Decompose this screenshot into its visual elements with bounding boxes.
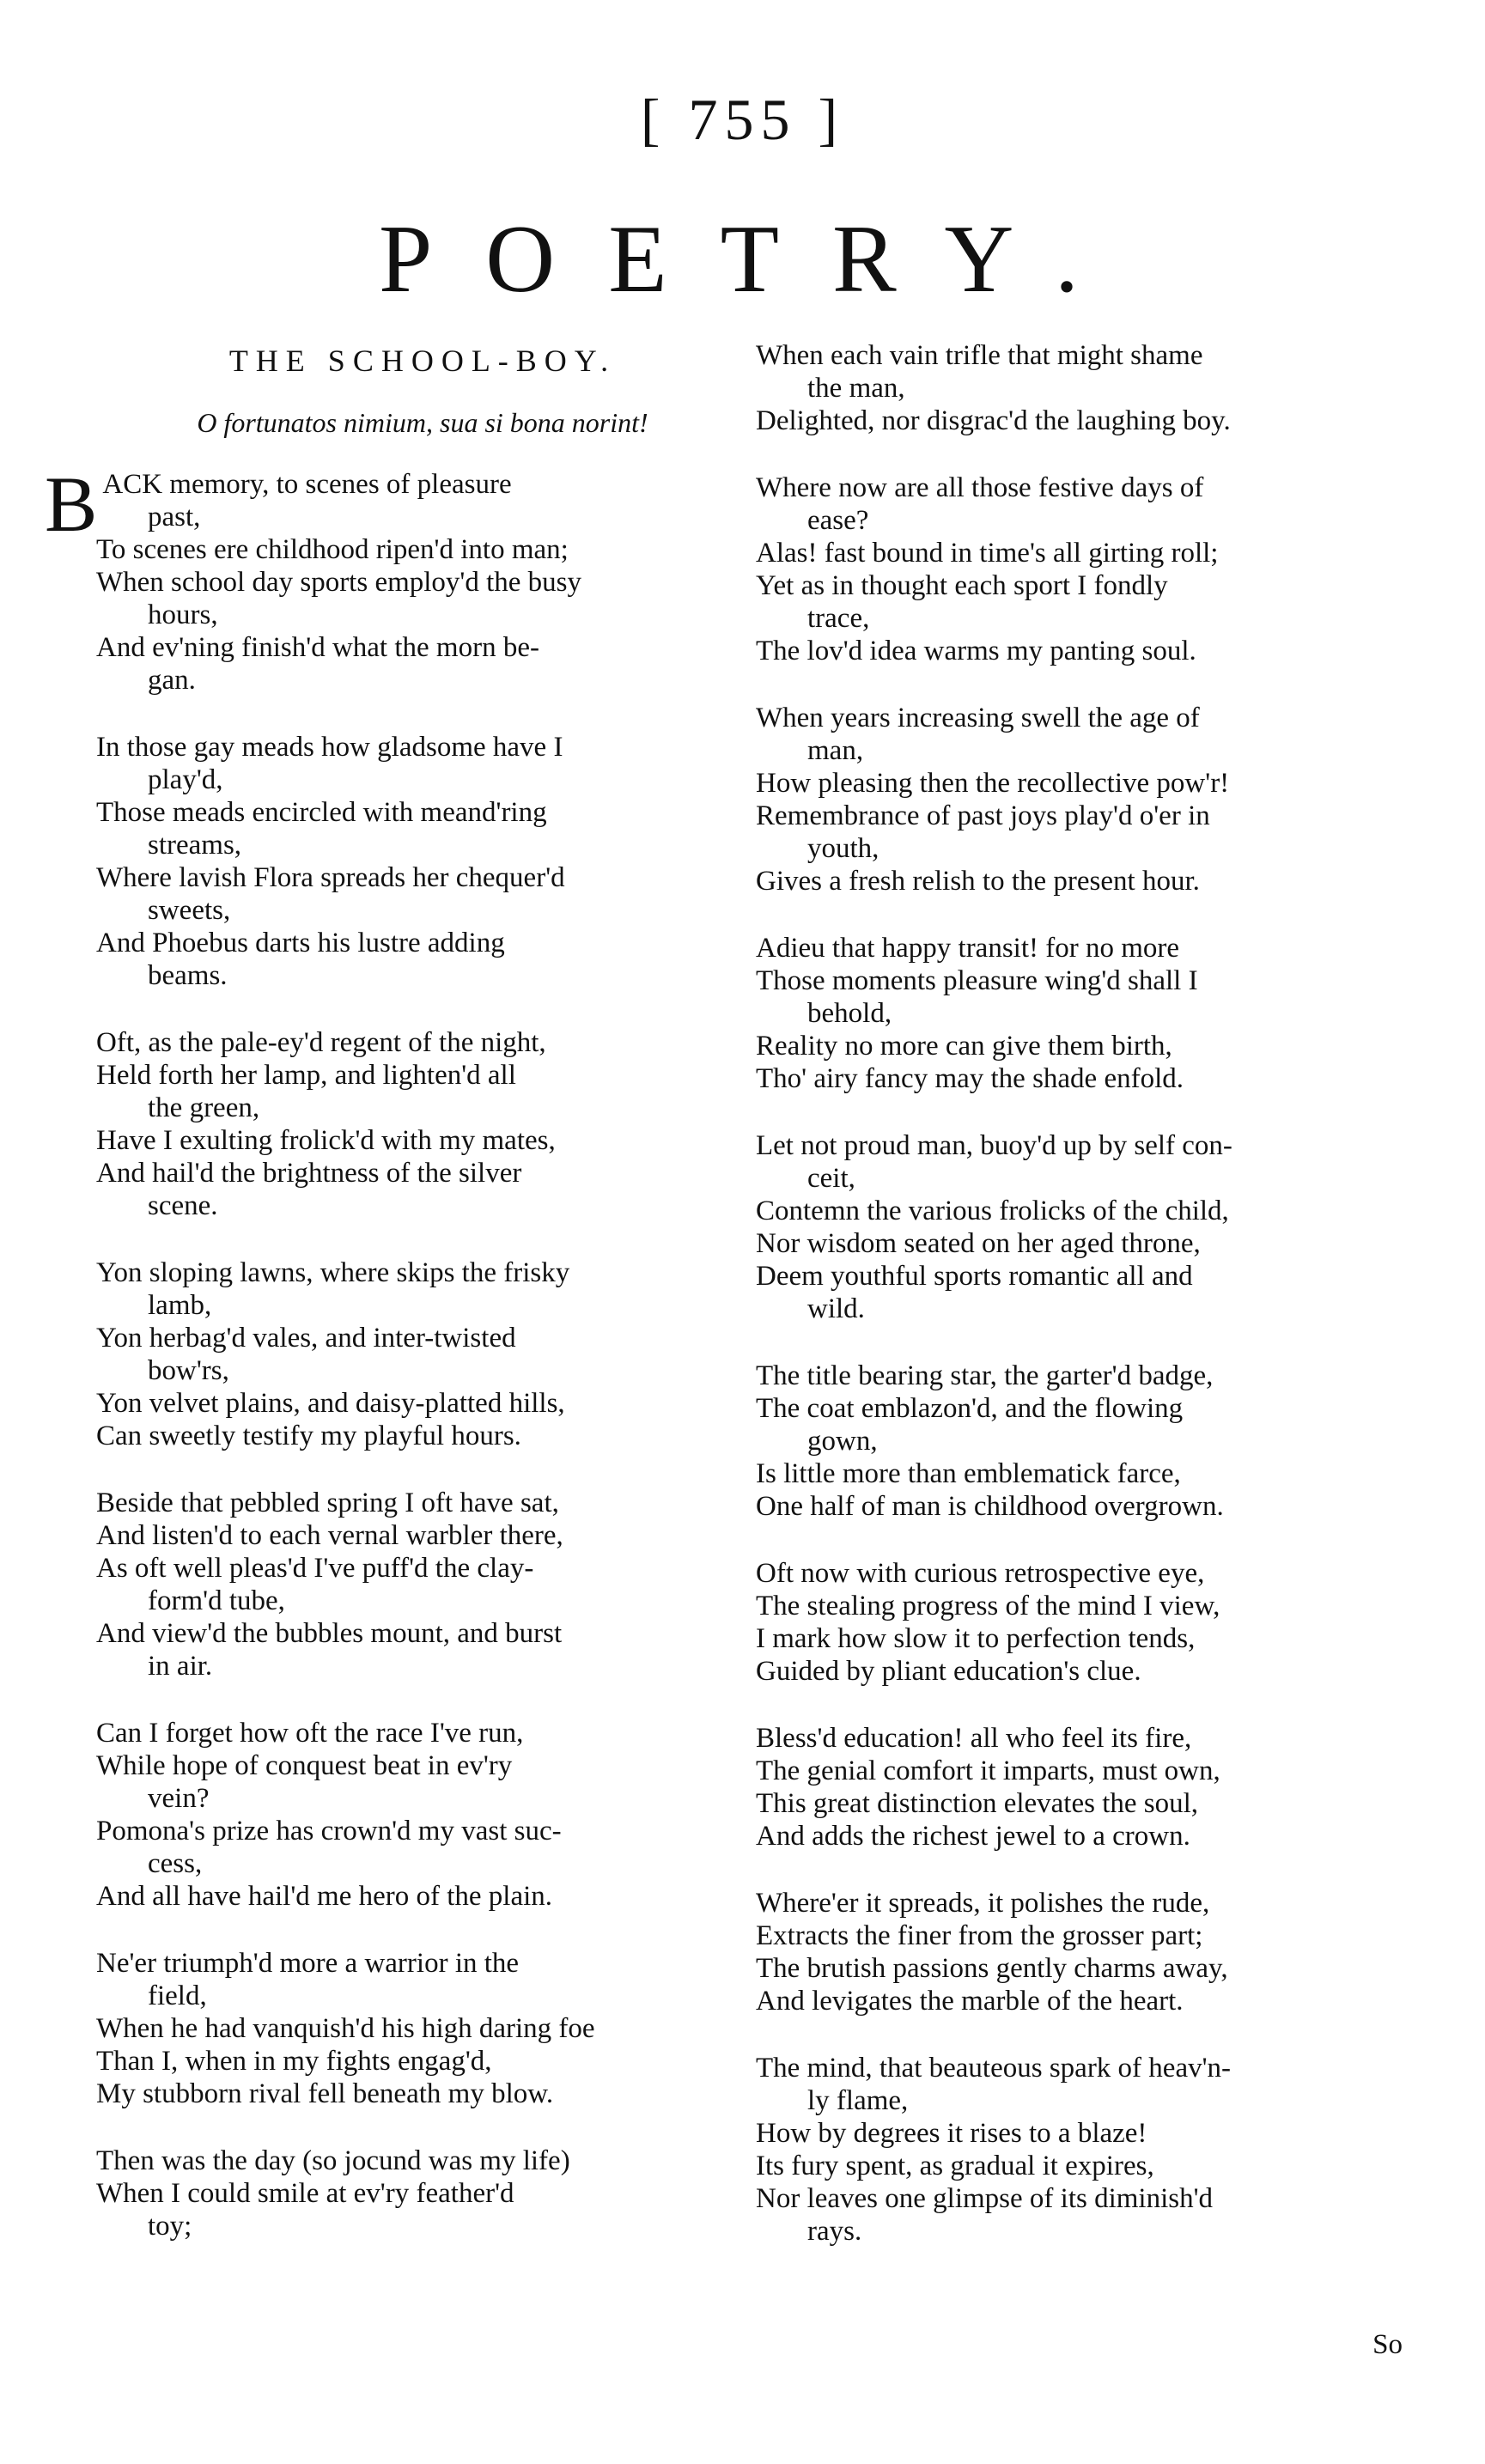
poem-line-text: My stubborn rival fell beneath my blow. [96,2078,554,2109]
stanza [96,1256,749,1452]
poem-line [756,1787,1409,1820]
page-number: [ 755 ] [640,87,845,152]
poem-line-continuation: gown, [807,1426,878,1457]
poem-line [756,1490,1409,1523]
poem-line [756,405,1409,437]
poem-line [96,631,749,697]
poem-line-text: And view'd the bubbles mount, and burst [96,1618,563,1649]
poem-line-continuation: the man, [807,373,905,404]
poem-line-text: And Phoebus darts his lustre adding [96,928,505,958]
poem-line [96,2045,749,2078]
poem-line-text: Reality no more can give them birth, [756,1031,1172,1062]
poem-line [96,1815,749,1880]
poem-line-text: Nor leaves one glimpse of its diminish'd [756,2183,1214,2214]
poem-line [96,533,749,566]
poem-line-text: Oft now with curious retrospective eye, [756,1558,1205,1589]
poem-line-text: And hail'd the brightness of the silver [96,1158,522,1189]
poem-line-text: Tho' airy fancy may the shade enfold. [756,1063,1184,1094]
poem-line [96,861,749,927]
poem-line-continuation: trace, [807,603,870,634]
poem-line-text: And ev'ning finish'd what the morn be- [96,632,539,663]
stanza [756,472,1409,667]
poem-line-continuation: rays. [807,2216,862,2247]
poem-line-text: Yet as in thought each sport I fondly [756,570,1168,601]
poem-line [756,702,1409,767]
stanza [96,1026,749,1222]
poem-line [756,800,1409,865]
poem-line-text: In those gay meads how gladsome have I [96,732,563,763]
stanza [96,1717,749,1913]
poem-line [96,2145,749,2177]
poem-line-continuation: play'd, [148,764,223,795]
poem-line-continuation: bow'rs, [148,1355,229,1386]
poem-line-continuation: cess, [148,1848,203,1879]
poem-line [756,537,1409,569]
poem-line [96,1880,749,1913]
poem-line-continuation: field, [148,1980,207,2011]
poem-line-continuation: wild. [807,1293,865,1324]
poem-line [756,1227,1409,1260]
poem-line-text: While hope of conquest beat in ev'ry [96,1750,513,1781]
poem-line-text: Have I exulting frolick'd with my mates, [96,1125,556,1156]
stanza [45,460,749,697]
poem-line [96,1487,749,1519]
stanza [756,339,1409,437]
stanza [756,1129,1409,1325]
stanza [756,2052,1409,2248]
poem-line [756,767,1409,800]
poem-line-text: Nor wisdom seated on her aged throne, [756,1228,1201,1259]
right-column [756,339,1409,2282]
poem-line-text: How pleasing then the recollective pow'r! [756,768,1230,799]
poem-line [96,1026,749,1059]
poem-line [756,1952,1409,1985]
poem-line-text: Extracts the finer from the grosser part; [756,1920,1203,1951]
poem-line [96,1947,749,2012]
poem-line-text: Those moments pleasure wing'd shall I [756,965,1198,996]
poem-line-continuation: ly flame, [807,2085,909,2116]
poem-line [756,1919,1409,1952]
poem-line-continuation: ceit, [807,1163,855,1194]
poem-line [756,569,1409,635]
poem-line-continuation: gan. [148,665,196,696]
poem-line-text: The stealing progress of the mind I view, [756,1591,1220,1621]
poem-line-text: One half of man is childhood overgrown. [756,1491,1224,1522]
poem-line [96,2177,749,2242]
poem-line [756,1887,1409,1919]
poem-line [756,472,1409,537]
poem-line [756,2150,1409,2182]
poem-line-text: Where now are all those festive days of [756,472,1204,503]
poem-line [756,1062,1409,1095]
poem-line-text: Than I, when in my fights engag'd, [96,2046,492,2077]
poem-line-text: Can I forget how oft the race I've run, [96,1718,524,1749]
poem-line-text: Then was the day (so jocund was my life) [96,2145,570,2176]
poem-line-text: Yon velvet plains, and daisy-platted hills, [96,1388,565,1419]
poem-line [96,927,749,992]
poem-line-text: Guided by pliant education's clue. [756,1656,1141,1687]
poem-line-text: ACK memory, to scenes of pleasure [102,469,512,500]
poem-line [756,932,1409,964]
poem-line-text: Is little more than emblematick farce, [756,1458,1181,1489]
page-heading: POETRY. [379,206,1132,313]
poem-line-text: To scenes ere childhood ripen'd into man; [96,534,569,565]
poem-line [756,1457,1409,1490]
poem-line-continuation: youth, [807,833,879,864]
poem-line [756,1557,1409,1590]
poem-line [756,1820,1409,1853]
poem-line-text: Deem youthful sports romantic all and [756,1261,1193,1292]
poem-line [756,635,1409,667]
poem-line [756,1260,1409,1325]
stanza [96,1487,749,1682]
poem-line [756,1030,1409,1062]
poem-line [96,1059,749,1124]
poem-line-continuation: vein? [148,1783,210,1814]
poem-line [96,1124,749,1157]
poem-line [756,1985,1409,2017]
left-column [45,339,749,2277]
poem-line-text: The mind, that beauteous spark of heav'n- [756,2053,1232,2084]
poem-line [756,964,1409,1030]
poem-line-continuation: past, [148,502,201,532]
stanza [756,1360,1409,1523]
poem-line-text: And levigates the marble of the heart. [756,1986,1184,2017]
poem-line [96,1552,749,1617]
poem-line-text: Yon herbag'd vales, and inter-twisted [96,1323,516,1354]
catchword: So [1372,2329,1403,2360]
poem-line-text: The coat emblazon'd, and the flowing [756,1393,1184,1424]
poem-line-text: Ne'er triumph'd more a warrior in the [96,1948,520,1979]
poem-line [96,1256,749,1322]
poem-line-text: Beside that pebbled spring I oft have sat, [96,1488,559,1518]
poem-line [96,796,749,861]
poem-line-continuation: in air. [148,1651,213,1682]
poem-line-text: Those meads encircled with meand'ring [96,797,547,828]
poem-line [45,460,749,548]
poem-line-text: Held forth her lamp, and lighten'd all [96,1060,516,1091]
poem-line [96,1749,749,1815]
poem-line [96,1617,749,1682]
poem-line [96,2078,749,2110]
poem-line [756,2117,1409,2150]
stanza [756,1887,1409,2017]
poem-line [96,1322,749,1387]
poem-line-text: When years increasing swell the age of [756,703,1200,733]
poem-line [96,731,749,796]
stanza [96,1947,749,2110]
poem-line-continuation: lamb, [148,1290,212,1321]
poem-line [96,1387,749,1420]
poem-line [756,1622,1409,1655]
poem-line-continuation: the green, [148,1092,260,1123]
poem-line-text: Remembrance of past joys play'd o'er in [756,800,1210,831]
poem-line-text: When school day sports employ'd the busy [96,567,582,598]
stanza [756,1722,1409,1853]
poem-line [756,1129,1409,1195]
poem-line-text: Where lavish Flora spreads her chequer'd [96,862,565,893]
stanza [756,1557,1409,1688]
poem-line [756,1360,1409,1392]
poem-line-text: The brutish passions gently charms away, [756,1953,1228,1984]
poem-line [96,1717,749,1749]
poem-line-text: Adieu that happy transit! for no more [756,933,1180,964]
poem-line-text: And listen'd to each vernal warbler there, [96,1520,563,1551]
poem-line [756,1655,1409,1688]
poem-line-text: And all have hail'd me hero of the plain. [96,1881,553,1912]
poem-line [756,1195,1409,1227]
poem-line-continuation: scene. [148,1190,218,1221]
poem-line-text: As oft well pleas'd I've puff'd the clay- [96,1553,534,1584]
poem-line [96,2012,749,2045]
poem-line [96,1157,749,1222]
poem-line-text: When each vain trifle that might shame [756,340,1203,371]
poem-line-text: I mark how slow it to perfection tends, [756,1623,1196,1654]
poem-line-continuation: man, [807,735,864,766]
stanza [756,702,1409,897]
poem-line-continuation: streams, [148,830,242,861]
poem-line-continuation: toy; [148,2211,192,2242]
poem-line-text: Delighted, nor disgrac'd the laughing boy. [756,405,1231,436]
poem-line-continuation: ease? [807,505,869,536]
poem-line-text: Its fury spent, as gradual it expires, [756,2151,1154,2181]
poem-line-text: How by degrees it rises to a blaze! [756,2118,1147,2149]
stanza [96,2145,749,2242]
right-stanzas [756,339,1409,2248]
poem-line-text: Alas! fast bound in time's all girting roll; [756,538,1219,569]
poem-line-text: And adds the richest jewel to a crown. [756,1821,1190,1852]
poem-line [756,2182,1409,2248]
poem-line [96,566,749,631]
poem-line-continuation: hours, [148,599,218,630]
poem-line [756,1722,1409,1755]
poem-line-text: This great distinction elevates the soul, [756,1788,1199,1819]
poem-line-text: Can sweetly testify my playful hours. [96,1421,521,1451]
poem-line-text: When he had vanquish'd his high daring foe [96,2013,595,2044]
poem-line [756,2052,1409,2117]
left-stanzas [45,460,749,2242]
poem-line-text: The lov'd idea warms my panting soul. [756,636,1196,666]
stanza [756,932,1409,1095]
poem-line [96,1420,749,1452]
poem-line [756,1392,1409,1457]
epigraph: O fortunatos nimium, sua si bona norint! [197,407,648,438]
poem-line-text: Pomona's prize has crown'd my vast suc- [96,1816,562,1846]
stanza [96,731,749,992]
poem-line [756,1755,1409,1787]
poem-line-text: Gives a fresh relish to the present hour. [756,866,1200,897]
poem-line-text: Where'er it spreads, it polishes the rude, [756,1888,1210,1919]
poem-line-text: The title bearing star, the garter'd badge, [756,1360,1214,1391]
poem-line [96,1519,749,1552]
poem-title: THE SCHOOL-BOY. [228,344,617,378]
poem-line [756,865,1409,897]
poem-line-text: Let not proud man, buoy'd up by self con- [756,1130,1232,1161]
poem-line-text: Oft, as the pale-ey'd regent of the night, [96,1027,546,1058]
poem-line-text: The genial comfort it imparts, must own, [756,1755,1220,1786]
poem-line-text: Yon sloping lawns, where skips the frisky [96,1257,570,1288]
poem-line-continuation: sweets, [148,895,231,926]
drop-cap: B [45,460,98,548]
poem-line-text: Contemn the various frolicks of the child, [756,1195,1229,1226]
poem-line-continuation: beams. [148,960,228,991]
poem-line-text: When I could smile at ev'ry feather'd [96,2178,514,2209]
poem-line-continuation: form'd tube, [148,1585,285,1616]
poem-line-continuation: behold, [807,998,892,1029]
poem-line [756,339,1409,405]
poem-line [756,1590,1409,1622]
poem-line-text: Bless'd education! all who feel its fire, [756,1723,1192,1754]
